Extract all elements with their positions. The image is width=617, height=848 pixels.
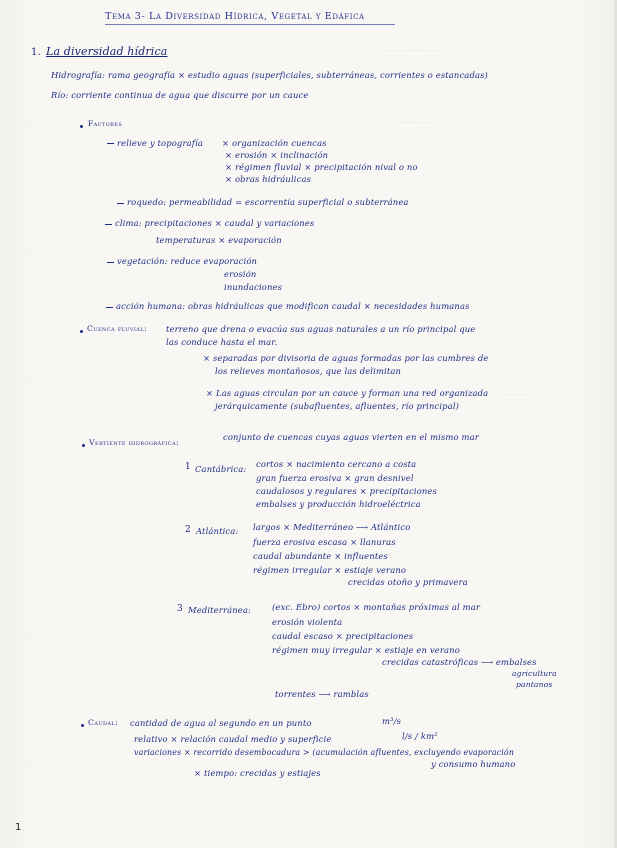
- mediterranea-line: erosión violenta: [272, 617, 343, 627]
- relieve-item: × régimen fluvial × precipitación nival o no: [225, 162, 418, 172]
- cuenca-sub: jerárquicamente (subafluentes, afluentes, río principal): [215, 401, 460, 411]
- mediterranea-line: crecidas catastróficas ⟶ embalses: [382, 657, 537, 667]
- clima-line-2: temperaturas × evaporación: [156, 235, 282, 245]
- title-underline: [105, 24, 395, 25]
- bullet: [80, 330, 83, 333]
- cuenca-line: las conduce hasta el mar.: [166, 337, 278, 347]
- cuenca-heading: Cuenca fluvial:: [87, 324, 147, 333]
- cantabrica-line: cortos × nacimiento cercano a costa: [256, 459, 417, 469]
- cantabrica-line: embalses y producción hidroeléctrica: [256, 499, 421, 509]
- atlantica-line: fuerza erosiva escasa × llanuras: [253, 537, 396, 547]
- relieve-item: × organización cuencas: [222, 138, 327, 148]
- cuenca-sub: × separadas por divisoria de aguas formadas por las cumbres de: [203, 353, 489, 363]
- vertiente-heading: Vertiente hidrográfica:: [89, 438, 180, 447]
- vegetacion-line-3: inundaciones: [224, 282, 283, 292]
- caudal-variaciones-2: y consumo humano: [431, 759, 516, 769]
- mediterranea-line: régimen muy irregular × estiaje en verano: [272, 645, 460, 655]
- cantabrica-line: gran fuerza erosiva × gran desnivel: [256, 473, 414, 483]
- caudal-tiempo: × tiempo: crecidas y estiajes: [194, 768, 321, 778]
- mediterranea-line: agricultura: [512, 669, 557, 678]
- caudal-variaciones: variaciones × recorrido desembocadura > (acumulación afluentes, excluyendo evaporación: [134, 748, 515, 757]
- dash: [106, 307, 113, 308]
- cuenca-line: terreno que drena o evacúa sus aguas naturales a un río principal que: [166, 324, 476, 334]
- atlantica-label: Atlántica:: [196, 526, 239, 536]
- bleed-through: — — — —: [400, 118, 435, 126]
- vegetacion-line: vegetación: reduce evaporación: [117, 256, 258, 266]
- dash: [117, 203, 124, 204]
- vertiente-number: 3: [177, 604, 183, 614]
- caudal-heading: Caudal:: [88, 718, 119, 727]
- dash: [107, 262, 114, 263]
- cuenca-sub: × Las aguas circulan por un cauce y forman una red organizada: [206, 388, 489, 398]
- caudal-relativo: relativo × relación caudal medio y superficie: [134, 734, 332, 744]
- factores-heading: Factores: [88, 119, 123, 128]
- cantabrica-line: caudalosos y regulares × precipitaciones: [256, 486, 437, 496]
- atlantica-line: crecidas otoño y primavera: [348, 577, 468, 587]
- vegetacion-line-2: erosión: [224, 269, 257, 279]
- vertiente-number: 1: [185, 462, 191, 472]
- atlantica-line: régimen irregular × estiaje verano: [253, 565, 407, 575]
- relieve-item: × erosión × inclinación: [225, 150, 329, 160]
- bullet: [81, 724, 84, 727]
- caudal-relativo-unit: l/s / km²: [402, 731, 438, 741]
- mediterranea-line: torrentes ⟶ ramblas: [275, 689, 369, 699]
- atlantica-line: largos × Mediterráneo ⟶ Atlántico: [253, 522, 411, 532]
- vertiente-definition: conjunto de cuencas cuyas aguas vierten en el mismo mar: [223, 432, 479, 442]
- bullet: [82, 444, 85, 447]
- atlantica-line: caudal abundante × influentes: [253, 551, 388, 561]
- page-number: 1: [15, 822, 22, 833]
- clima-line: clima: precipitaciones × caudal y variaciones: [115, 218, 315, 228]
- cantabrica-label: Cantábrica:: [195, 464, 247, 474]
- page-title: Tema 3- La Diversidad Hídrica, Vegetal y Edáfica: [105, 11, 365, 22]
- dash: [107, 143, 114, 144]
- definition-hidrografia: Hidrografía: rama geografía × estudio aguas (superficiales, subterráneas, corrientes o estancadas): [51, 70, 488, 80]
- relieve-label: relieve y topografía: [117, 138, 203, 148]
- section-heading: La diversidad hídrica: [46, 45, 168, 58]
- roquedo-line: roquedo: permeabilidad = escorrentía superficial o subterránea: [127, 197, 409, 207]
- section-number: 1.: [31, 47, 41, 58]
- bleed-through: — — —: [500, 390, 526, 398]
- relieve-item: × obras hidráulicas: [225, 174, 312, 184]
- definition-rio: Río: corriente continua de agua que discurre por un cauce: [51, 90, 309, 100]
- bullet: [80, 125, 83, 128]
- accion-humana-line: acción humana: obras hidráulicas que modifican caudal × necesidades humanas: [116, 301, 470, 311]
- mediterranea-line: (exc. Ebro) cortos × montañas próximas al mar: [272, 602, 481, 612]
- mediterranea-line: caudal escaso × precipitaciones: [272, 631, 414, 641]
- mediterranea-label: Mediterránea:: [188, 605, 252, 615]
- dash: [105, 224, 112, 225]
- caudal-definition: cantidad de agua al segundo en un punto: [130, 718, 312, 728]
- vertiente-number: 2: [185, 525, 191, 535]
- cuenca-sub: los relieves montañosos, que las delimitan: [215, 366, 402, 376]
- mediterranea-line: pantanos: [516, 680, 553, 689]
- bleed-through: — — — — — — —: [380, 46, 443, 54]
- caudal-unit: m³/s: [382, 716, 402, 726]
